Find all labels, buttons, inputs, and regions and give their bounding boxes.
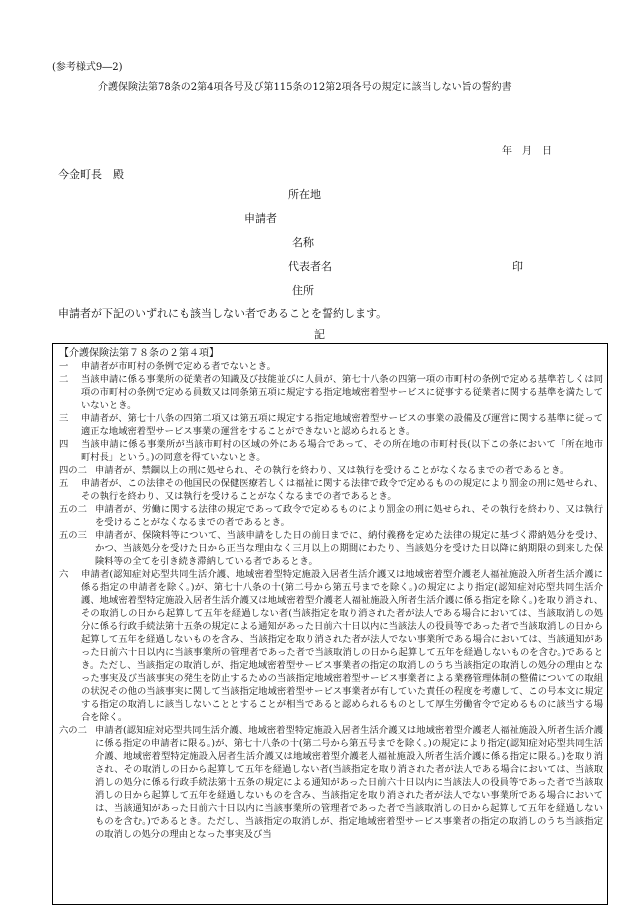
name-label: 名称 xyxy=(292,236,314,249)
clause-number: 五 xyxy=(59,478,69,489)
clause-item xyxy=(59,438,603,464)
clause-text: 申請者が、禁錮以上の刑に処せられ、その執行を終わり、又は執行を受けることがなくなるまでの者であるとき。 xyxy=(95,465,570,476)
date-line: 年 月 日 xyxy=(502,146,552,157)
applicant-label: 申請者 xyxy=(244,212,277,225)
clause-list xyxy=(59,360,603,841)
residence-label: 住所 xyxy=(292,284,314,297)
clause-number: 六の二 xyxy=(59,725,87,736)
clause-text: 申請者(認知症対応型共同生活介護、地域密着型特定施設入居者生活介護又は地域密着型介護老人福祉施設入所者生活介護に係る指定の申請者を除く。)が、第七十八条の十(第二号から第五号までを除く。)の規定により指定(認知症対応型共同生活介護、地域密着型特定施設入居者生活介護又は地域密着型介護老人福祉施設入所者生活介護に係る指定を除く。)を取り消され、その取消しの日から起算して五年を経過しない者(当該指定を取り消された者が法人である場合においては、当該取消しの処分に係る行政手続法第十五条の規定による通知があった日前六十日以内に当該法人の役員等であった者で当該取消しの日から起算して五年を経過しないものを含み、当該指定を取り消された者が法人でない事業所である場合においては、当該通知があった日前六十日以内に当該事業所の管理者であった者で当該取消しの日から起算して五年を経過しないものを含む。)であるとき。ただし、当該指定の取消しが、指定地域密着型サービス事業者の指定の取消しのうち当該指定の取消しの処分の理由となった事実及び当該事実の発生を防止するための当該指定地域密着型サービス事業者による業務管理体制の整備についての取組の状況その他の当該事実に関して当該指定地域密着型サービス事業者が有していた責任の程度を考慮して、この号本文に規定する指定の取消しに該当しないこととすることが相当であると認められるものとして厚生労働省令で定めるものに該当する場合を除く。 xyxy=(81,569,603,723)
clause-text: 申請者が、この法律その他国民の保健医療若しくは福祉に関する法律で政令で定めるものの規定により罰金の刑に処せられ、その執行を終わり、又は執行を受けることがなくなるまでの者であるとき。 xyxy=(81,478,603,502)
clause-number: 六 xyxy=(59,569,69,580)
clause-item xyxy=(59,412,603,438)
clause-number: 四の二 xyxy=(59,465,87,476)
clause-item xyxy=(59,568,603,724)
clause-item xyxy=(59,503,603,529)
clause-item xyxy=(59,477,603,503)
address-label: 所在地 xyxy=(288,188,321,201)
clause-number: 五の三 xyxy=(59,530,87,541)
recipient: 今金町長 殿 xyxy=(58,168,124,181)
clause-item xyxy=(59,464,603,477)
pledge-statement: 申請者が下記のいずれにも該当しない者であることを誓約します。 xyxy=(58,307,388,320)
document-title: 介護保険法第78条の2第4項各号及び第115条の12第2項各号の規定に該当しない旨の誓約書 xyxy=(98,82,512,93)
seal-mark: 印 xyxy=(512,260,523,273)
clause-text: 当該申請に係る事業所の従業者の知識及び技能並びに人員が、第七十八条の四第一項の市町村の条例で定める基準若しくは同項の市町村の条例で定める員数又は同条第五項に規定する指定地域密着型サービスに従事する従業者に関する基準を満たしていないとき。 xyxy=(81,374,603,411)
ki-heading: 記 xyxy=(314,328,325,341)
clause-text: 当該申請に係る事業所が当該市町村の区域の外にある場合であって、その所在地の市町村長(以下この条において「所在地市町村長」という。)の同意を得ていないとき。 xyxy=(81,439,603,463)
clause-number: 三 xyxy=(59,413,69,424)
clause-number: 二 xyxy=(59,374,69,385)
representative-label: 代表者名 xyxy=(288,260,332,273)
form-number: (参考様式9―2) xyxy=(52,62,123,73)
clauses-heading: 【介護保険法第７８条の２第４項】 xyxy=(59,348,219,359)
clause-text: 申請者が、保険料等について、当該申請をした日の前日までに、納付義務を定めた法律の規定に基づく滞納処分を受け、かつ、当該処分を受けた日から正当な理由なく三月以上の期間にわたり、当該処分を受けた日以降に納期限の到来した保険料等の全てを引き続き滞納している者であるとき。 xyxy=(95,530,603,567)
clause-item xyxy=(59,360,603,373)
clauses-box xyxy=(52,343,608,905)
clause-item xyxy=(59,373,603,412)
clause-item xyxy=(59,724,603,841)
clause-number: 四 xyxy=(59,439,69,450)
clause-number: 一 xyxy=(59,361,69,372)
clause-number: 五の二 xyxy=(59,504,87,515)
clause-text: 申請者が市町村の条例で定める者でないとき。 xyxy=(81,361,276,372)
clause-text: 申請者が、第七十八条の四第二項又は第五項に規定する指定地域密着型サービスの事業の設備及び運営に関する基準に従って適正な地域密着型サービス事業の運営をすることができないと認められるとき。 xyxy=(81,413,603,437)
clause-text: 申請者が、労働に関する法律の規定であって政令で定めるものにより罰金の刑に処せられ、その執行を終わり、又は執行を受けることがなくなるまでの者であるとき。 xyxy=(95,504,603,528)
clause-text: 申請者(認知症対応型共同生活介護、地域密着型特定施設入居者生活介護又は地域密着型介護老人福祉施設入所者生活介護に係る指定の申請者に限る。)が、第七十八条の十(第二号から第五号までを除く。)の規定により指定(認知症対応型共同生活介護、地域密着型特定施設入居者生活介護又は地域密着型介護老人福祉施設入所者生活介護に係る指定に限る。)を取り消され、その取消しの日から起算して五年を経過しない者(当該指定を取り消された者が法人である場合においては、当該取消しの処分に係る行政手続法第十五条の規定による通知があった日前六十日以内に当該法人の役員等であった者で当該取消しの日から起算して五年を経過しないものを含み、当該指定を取り消された者が法人でない事業所である場合においては、当該通知があった日前六十日以内に当該事業所の管理者であった者で当該取消しの日から起算して五年を経過しないものを含む。)であるとき。ただし、当該指定の取消しが、指定地域密着型サービス事業者の指定の取消しのうち当該指定の取消しの処分の理由となった事実及び当 xyxy=(95,725,603,840)
clause-item xyxy=(59,529,603,568)
